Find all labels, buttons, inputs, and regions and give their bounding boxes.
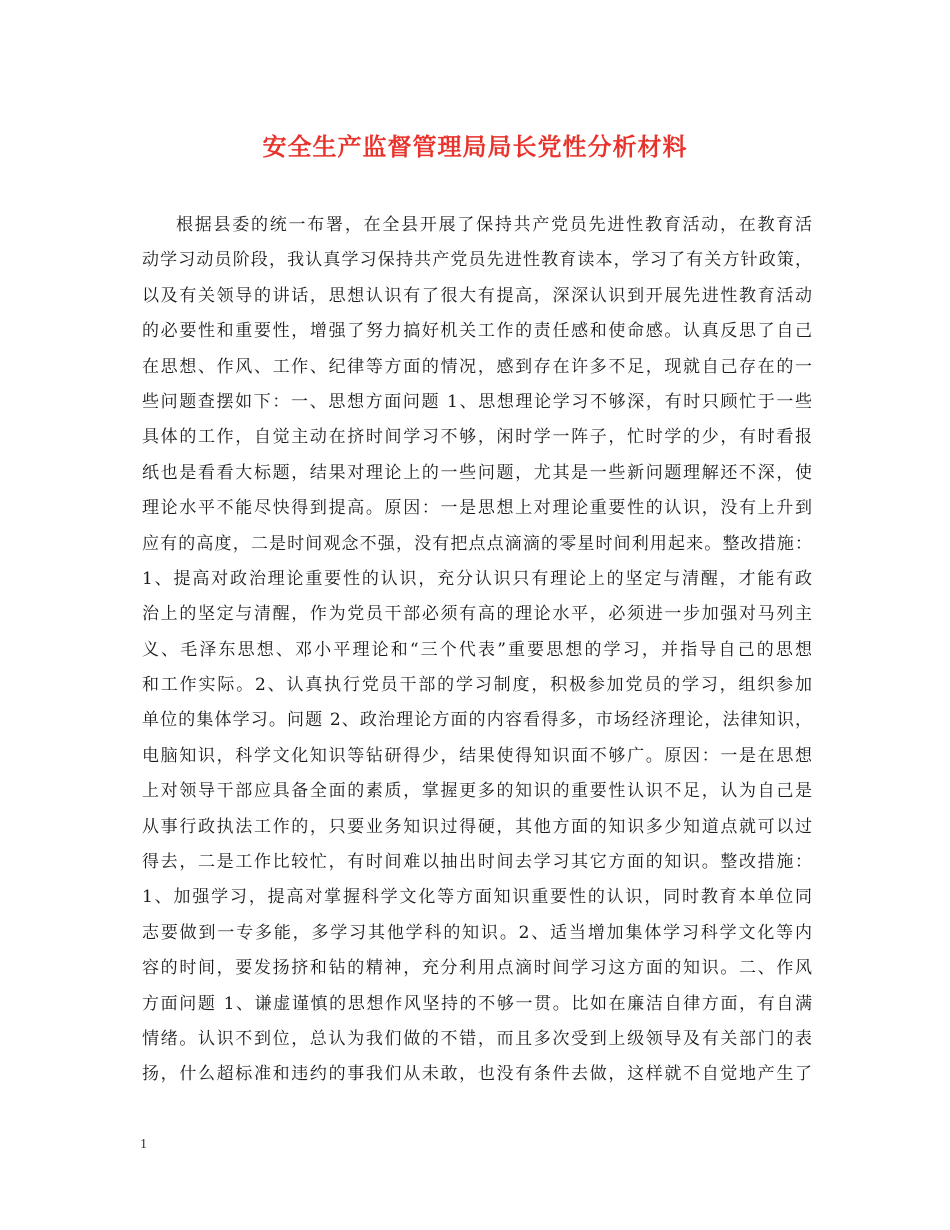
text-line: 上对领导干部应具备全面的素质，掌握更多的知识的重要性认识不足，认为自己是 xyxy=(142,781,812,802)
text-line: 以及有关领导的讲话，思想认识有了很大有提高，深深认识到开展先进性教育活动 xyxy=(142,285,812,306)
text-line: 在思想、作风、工作、纪律等方面的情况，感到存在许多不足，现就自己存在的一 xyxy=(142,356,812,377)
text-line: 根据县委的统一布署，在全县开展了保持共产党员先进性教育活动，在教育活 xyxy=(176,215,812,235)
text-line: 电脑知识，科学文化知识等钻研得少，结果使得知识面不够广。原因：一是在思想 xyxy=(142,745,812,766)
text-line: 1、提高对政治理论重要性的认识，充分认识只有理论上的坚定与清醒，才能有政 xyxy=(142,568,812,589)
text-line: 的必要性和重要性，增强了努力搞好机关工作的责任感和使命感。认真反思了自己 xyxy=(142,321,812,342)
body-paragraph xyxy=(142,208,812,1093)
text-line: 动学习动员阶段，我认真学习保持共产党员先进性教育读本，学习了有关方针政策， xyxy=(142,250,812,271)
text-line: 应有的高度，二是时间观念不强，没有把点点滴滴的零星时间利用起来。整改措施： xyxy=(142,533,812,554)
text-line: 义、毛泽东思想、邓小平理论和“三个代表”重要思想的学习，并指导自己的思想 xyxy=(142,639,812,660)
text-line: 方面问题 1、谦虚谨慎的思想作风坚持的不够一贯。比如在廉洁自律方面，有自满 xyxy=(142,993,812,1014)
text-line: 理论水平不能尽快得到提高。原因：一是思想上对理论重要性的认识，没有上升到 xyxy=(142,498,812,519)
text-line: 单位的集体学习。问题 2、政治理论方面的内容看得多，市场经济理论，法律知识， xyxy=(142,710,812,731)
text-line: 具体的工作，自觉主动在挤时间学习不够，闲时学一阵子，忙时学的少，有时看报 xyxy=(142,427,812,448)
page-number: 1 xyxy=(140,1137,147,1152)
text-line: 纸也是看看大标题，结果对理论上的一些问题，尤其是一些新问题理解还不深，使 xyxy=(142,462,812,483)
text-line: 从事行政执法工作的，只要业务知识过得硬，其他方面的知识多少知道点就可以过 xyxy=(142,816,812,837)
text-line: 情绪。认识不到位，总认为我们做的不错，而且多次受到上级领导及有关部门的表 xyxy=(142,1028,812,1049)
text-line: 扬，什么超标准和违约的事我们从未敢，也没有条件去做，这样就不自觉地产生了 xyxy=(142,1064,812,1085)
text-line: 和工作实际。2、认真执行党员干部的学习制度，积极参加党员的学习，组织参加 xyxy=(142,675,812,696)
text-line: 治上的坚定与清醒，作为党员干部必须有高的理论水平，必须进一步加强对马列主 xyxy=(142,604,812,625)
text-line: 得去，二是工作比较忙，有时间难以抽出时间去学习其它方面的知识。整改措施： xyxy=(142,852,812,873)
text-line: 1、加强学习，提高对掌握科学文化等方面知识重要性的认识，同时教育本单位同 xyxy=(142,887,812,908)
text-line: 志要做到一专多能，多学习其他学科的知识。2、适当增加集体学习科学文化等内 xyxy=(142,922,812,943)
text-line: 容的时间，要发扬挤和钻的精神，充分利用点滴时间学习这方面的知识。二、作风 xyxy=(142,958,812,979)
text-line: 些问题查摆如下：一、思想方面问题 1、思想理论学习不够深，有时只顾忙于一些 xyxy=(142,391,812,412)
document-title: 安全生产监督管理局局长党性分析材料 xyxy=(262,132,688,161)
